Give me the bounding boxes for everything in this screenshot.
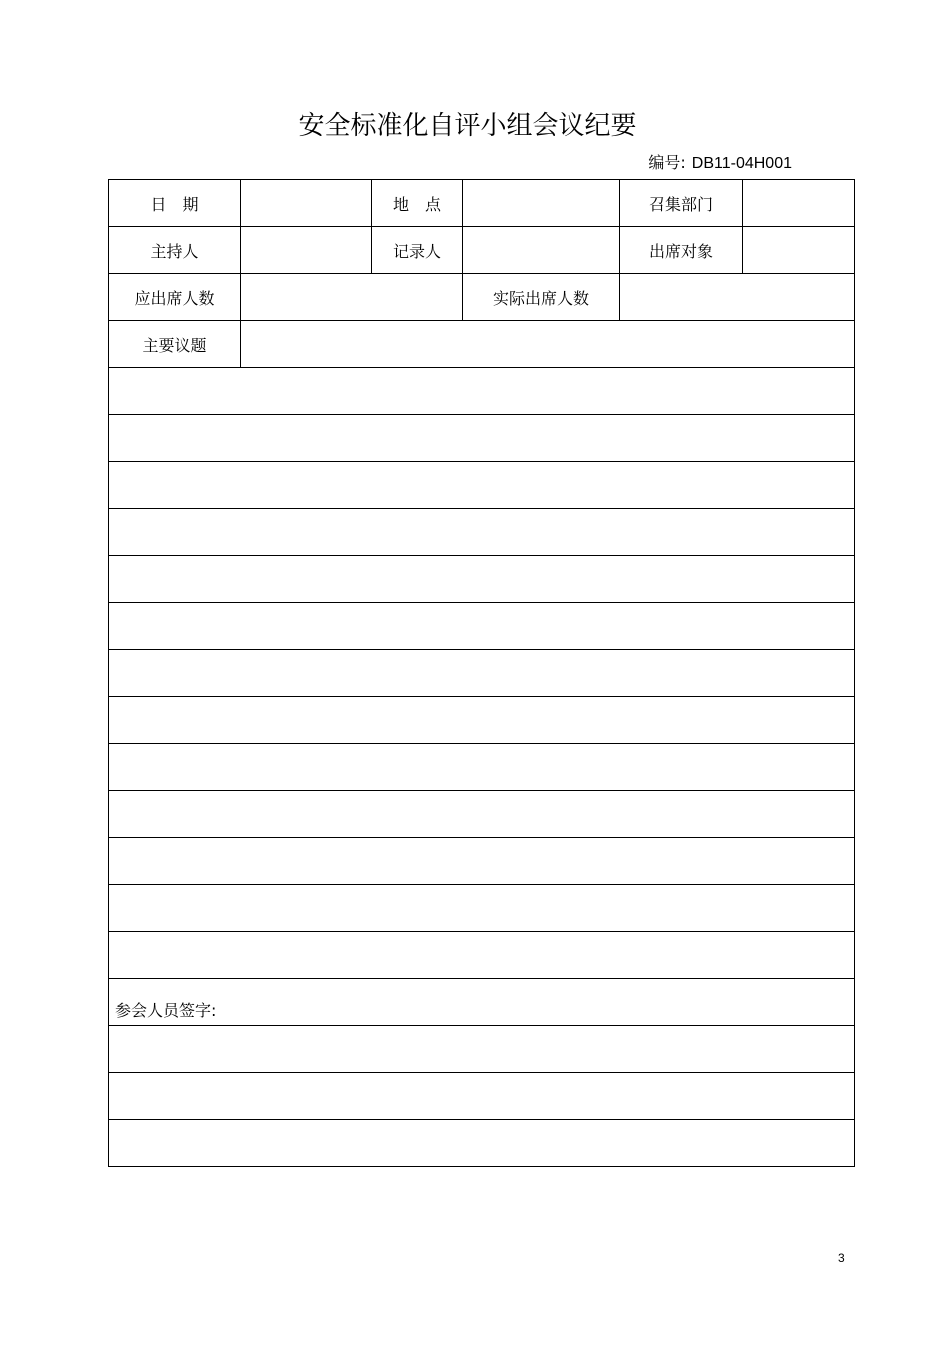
minutes-line bbox=[109, 791, 855, 838]
host-label: 主持人 bbox=[109, 227, 241, 274]
minutes-line bbox=[109, 368, 855, 415]
minutes-line bbox=[109, 885, 855, 932]
recorder-label: 记录人 bbox=[372, 227, 463, 274]
document-code bbox=[560, 151, 792, 176]
date-field[interactable] bbox=[241, 180, 372, 227]
minutes-line-field[interactable] bbox=[109, 885, 855, 932]
minutes-line bbox=[109, 838, 855, 885]
minutes-line-field[interactable] bbox=[109, 650, 855, 697]
signature-line bbox=[109, 1026, 855, 1073]
minutes-line bbox=[109, 603, 855, 650]
main-topic-label: 主要议题 bbox=[109, 321, 241, 368]
minutes-line bbox=[109, 697, 855, 744]
form-row-host bbox=[109, 227, 855, 274]
convening-dept-field[interactable] bbox=[743, 180, 855, 227]
expected-attendance-label: 应出席人数 bbox=[109, 274, 241, 321]
signature-line-field[interactable] bbox=[109, 1026, 855, 1073]
meeting-minutes-form bbox=[108, 179, 855, 1167]
actual-attendance-field[interactable] bbox=[620, 274, 855, 321]
recorder-field[interactable] bbox=[463, 227, 620, 274]
minutes-line bbox=[109, 932, 855, 979]
document-code-label: 编号: bbox=[648, 153, 686, 172]
minutes-line bbox=[109, 744, 855, 791]
form-row-attendance bbox=[109, 274, 855, 321]
host-field[interactable] bbox=[241, 227, 372, 274]
page-number: 3 bbox=[838, 1251, 845, 1265]
minutes-line bbox=[109, 509, 855, 556]
signature-line bbox=[109, 1073, 855, 1120]
signature-label: 参会人员签字: bbox=[109, 979, 855, 1026]
minutes-line bbox=[109, 556, 855, 603]
minutes-line-field[interactable] bbox=[109, 932, 855, 979]
minutes-line-field[interactable] bbox=[109, 415, 855, 462]
minutes-line-field[interactable] bbox=[109, 556, 855, 603]
date-label: 日 期 bbox=[109, 180, 241, 227]
minutes-line-field[interactable] bbox=[109, 603, 855, 650]
minutes-line bbox=[109, 650, 855, 697]
attendees-label: 出席对象 bbox=[620, 227, 743, 274]
page-title: 安全标准化自评小组会议纪要 bbox=[298, 111, 637, 141]
minutes-line-field[interactable] bbox=[109, 697, 855, 744]
expected-attendance-field[interactable] bbox=[241, 274, 463, 321]
signature-line bbox=[109, 1120, 855, 1167]
form-row-date bbox=[109, 180, 855, 227]
actual-attendance-label: 实际出席人数 bbox=[463, 274, 620, 321]
minutes-line-field[interactable] bbox=[109, 838, 855, 885]
form-row-topic bbox=[109, 321, 855, 368]
attendees-field[interactable] bbox=[743, 227, 855, 274]
minutes-line bbox=[109, 415, 855, 462]
form-row-signature bbox=[109, 979, 855, 1026]
place-label: 地 点 bbox=[372, 180, 463, 227]
place-field[interactable] bbox=[463, 180, 620, 227]
main-topic-field[interactable] bbox=[241, 321, 855, 368]
document-code-value: DB11-04H001 bbox=[691, 155, 792, 172]
minutes-line-field[interactable] bbox=[109, 744, 855, 791]
minutes-line-field[interactable] bbox=[109, 791, 855, 838]
signature-line-field[interactable] bbox=[109, 1120, 855, 1167]
minutes-line-field[interactable] bbox=[109, 462, 855, 509]
minutes-line-field[interactable] bbox=[109, 368, 855, 415]
signature-line-field[interactable] bbox=[109, 1073, 855, 1120]
minutes-line-field[interactable] bbox=[109, 509, 855, 556]
convening-dept-label: 召集部门 bbox=[620, 180, 743, 227]
minutes-line bbox=[109, 462, 855, 509]
